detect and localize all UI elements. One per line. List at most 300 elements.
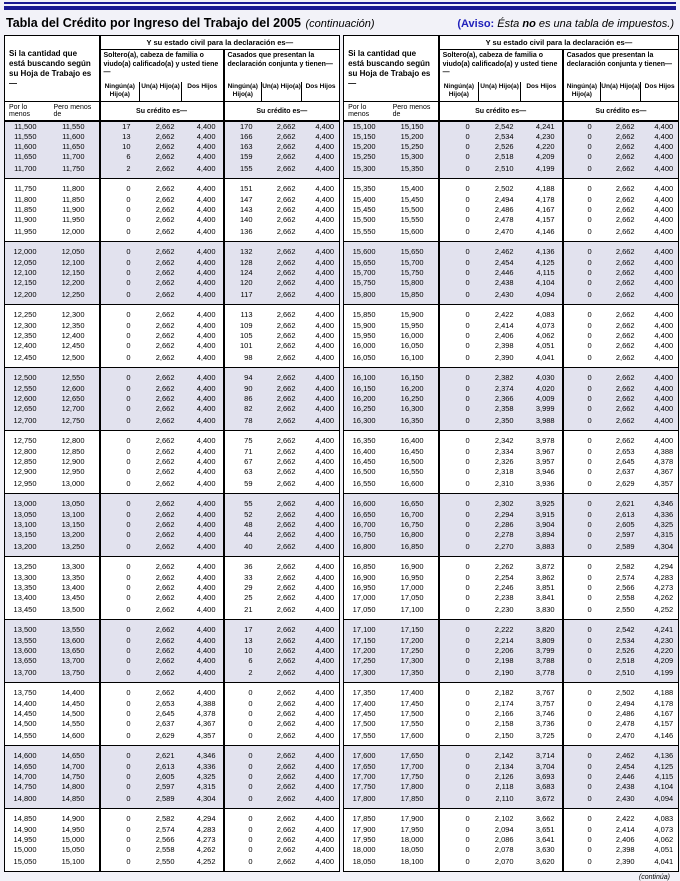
table-row xyxy=(5,477,340,494)
single-one-child-credit: 2,070 xyxy=(494,856,514,866)
single-one-child-credit: 2,662 xyxy=(140,288,182,305)
table-row xyxy=(344,341,679,351)
income-min: 14,500 xyxy=(13,719,37,728)
married-no-children-credit: 0 xyxy=(563,855,601,872)
table-row xyxy=(344,162,679,179)
married-one-child-credit: 2,662 xyxy=(276,341,296,350)
single-one-child-credit: 2,662 xyxy=(140,305,182,322)
married-two-children-credit: 4,400 xyxy=(302,394,340,404)
table-row xyxy=(5,782,340,792)
single-two-children-credit: 4,400 xyxy=(182,431,224,448)
table-row xyxy=(5,384,340,394)
income-max: 17,250 xyxy=(389,646,439,656)
income-min: 12,700 xyxy=(5,414,50,431)
single-one-child-credit: 2,662 xyxy=(140,152,182,162)
single-one-child-credit: 2,662 xyxy=(155,593,175,602)
married-two-children-credit: 4,400 xyxy=(315,352,335,362)
married-no-children-credit: 136 xyxy=(224,225,262,242)
single-one-child-credit: 2,502 xyxy=(479,179,521,196)
table-row xyxy=(5,530,340,540)
income-max: 14,750 xyxy=(50,772,100,782)
married-one-child-credit: 2,662 xyxy=(262,414,302,431)
single-one-child-credit: 2,645 xyxy=(155,709,175,718)
married-one-child-credit: 2,502 xyxy=(601,683,641,700)
table-row xyxy=(5,646,340,656)
married-no-children-credit: 143 xyxy=(224,205,262,215)
income-max: 12,600 xyxy=(50,384,100,394)
married-one-child-credit: 2,662 xyxy=(276,583,296,592)
single-one-child-credit: 2,662 xyxy=(140,494,182,511)
married-one-child-credit: 2,662 xyxy=(262,772,302,782)
single-no-children-credit: 0 xyxy=(439,394,479,404)
income-min: 14,850 xyxy=(5,809,50,826)
married-no-children-credit: 0 xyxy=(224,835,262,845)
income-min: 13,750 xyxy=(5,683,50,700)
income-max: 15,850 xyxy=(389,288,439,305)
income-max: 15,950 xyxy=(400,321,424,330)
single-one-child-credit: 2,662 xyxy=(140,268,182,278)
single-no-children-credit: 0 xyxy=(100,404,140,414)
income-max: 12,550 xyxy=(50,368,100,385)
single-one-child-credit: 2,398 xyxy=(494,341,514,350)
single-no-children-credit: 0 xyxy=(100,414,140,431)
single-no-children-credit: 0 xyxy=(100,195,140,205)
credit-table-right xyxy=(343,35,679,872)
income-max: 12,750 xyxy=(50,414,100,431)
income-min: 15,550 xyxy=(352,226,376,236)
married-one-child-credit: 2,662 xyxy=(262,142,302,152)
single-two-children-credit: 4,188 xyxy=(521,179,563,196)
table-row xyxy=(344,447,679,457)
single-no-children-credit: 0 xyxy=(439,772,479,782)
income-min: 11,900 xyxy=(14,215,37,224)
married-no-children-credit: 0 xyxy=(563,719,601,729)
single-two-children-credit: 4,400 xyxy=(182,132,224,142)
single-no-children-credit: 0 xyxy=(439,699,479,709)
married-one-child-credit: 2,662 xyxy=(276,604,296,614)
income-max: 14,800 xyxy=(50,782,100,792)
income-max: 13,500 xyxy=(61,604,85,614)
married-no-children-credit: 6 xyxy=(224,656,262,666)
single-one-child-credit: 2,653 xyxy=(155,699,175,708)
income-min: 15,200 xyxy=(344,142,389,152)
single-two-children-credit: 4,400 xyxy=(182,494,224,511)
married-one-child-credit: 2,662 xyxy=(276,215,296,224)
single-no-children-credit: 0 xyxy=(439,792,479,809)
title-text: Tabla del Crédito por Ingreso del Trabajo del 2005 xyxy=(6,16,301,30)
married-no-children-credit: 0 xyxy=(563,809,601,826)
table-row xyxy=(5,520,340,530)
single-no-children-credit: 0 xyxy=(100,620,140,637)
single-two-children-credit: 3,693 xyxy=(521,772,563,782)
single-no-children-credit: 0 xyxy=(100,772,140,782)
single-no-children-credit: 0 xyxy=(100,431,140,448)
married-no-children-credit: 0 xyxy=(563,666,601,683)
single-two-children-credit: 4,400 xyxy=(196,583,216,592)
single-two-children-credit: 4,304 xyxy=(182,792,224,809)
married-no-children-credit: 0 xyxy=(563,215,601,225)
single-no-children-credit: 0 xyxy=(439,603,479,620)
married-one-child-credit: 2,662 xyxy=(276,352,296,362)
table-row xyxy=(5,179,340,196)
single-no-children-credit: 0 xyxy=(100,242,140,259)
married-no-children-credit: 113 xyxy=(224,305,262,322)
single-no-children-credit: 0 xyxy=(100,845,140,855)
single-one-child-credit: 2,366 xyxy=(479,394,521,404)
single-one-child-credit: 2,662 xyxy=(140,258,182,268)
income-min: 15,600 xyxy=(344,242,389,259)
married-one-child-credit: 2,662 xyxy=(262,384,302,394)
single-two-children-credit: 4,400 xyxy=(182,394,224,404)
married-no-children-credit: 40 xyxy=(224,540,262,557)
single-one-child-credit: 2,422 xyxy=(479,305,521,322)
married-one-child-credit: 2,662 xyxy=(262,162,302,179)
married-one-child-credit: 2,613 xyxy=(601,510,641,520)
single-no-children-credit: 0 xyxy=(100,225,140,242)
table-row xyxy=(344,321,679,331)
single-no-children-credit: 0 xyxy=(439,321,479,331)
married-one-child-credit: 2,662 xyxy=(601,394,641,404)
income-min: 17,350 xyxy=(344,683,389,700)
married-two-children-credit: 4,252 xyxy=(654,604,674,614)
single-two-children-credit: 4,400 xyxy=(182,530,224,540)
married-no-children-credit: 0 xyxy=(563,431,601,448)
married-one-child-credit: 2,662 xyxy=(601,278,641,288)
single-no-children-credit: 0 xyxy=(439,142,479,152)
income-max: 17,750 xyxy=(389,772,439,782)
married-two-children-credit: 4,400 xyxy=(315,709,335,718)
married-one-child-credit: 2,662 xyxy=(601,414,641,431)
table-row xyxy=(5,620,340,637)
income-min: 12,750 xyxy=(5,431,50,448)
single-no-children-credit: 0 xyxy=(439,520,479,530)
single-one-child-credit: 2,662 xyxy=(140,162,182,179)
credit-header: Su crédito es— xyxy=(439,102,563,122)
married-no-children-credit: 13 xyxy=(224,636,262,646)
single-two-children-credit: 3,872 xyxy=(521,557,563,574)
table-row xyxy=(5,772,340,782)
single-no-children-credit: 0 xyxy=(100,368,140,385)
married-two-children-credit: 4,400 xyxy=(302,636,340,646)
married-two-children-credit: 4,346 xyxy=(641,494,679,511)
married-two-children-credit: 4,400 xyxy=(641,179,679,196)
married-one-child-credit: 2,662 xyxy=(262,557,302,574)
married-two-children-credit: 4,400 xyxy=(302,520,340,530)
single-no-children-credit: 0 xyxy=(439,447,479,457)
income-min: 12,450 xyxy=(13,352,37,362)
married-two-children-credit: 4,400 xyxy=(302,414,340,431)
single-two-children-credit: 3,988 xyxy=(521,414,563,431)
income-max: 11,950 xyxy=(62,215,85,224)
income-min: 16,150 xyxy=(344,384,389,394)
income-min: 12,500 xyxy=(5,368,50,385)
income-max: 15,150 xyxy=(389,121,439,132)
married-one-child-credit: 2,662 xyxy=(601,268,641,278)
married-two-children-credit: 4,325 xyxy=(641,520,679,530)
income-min: 16,100 xyxy=(344,368,389,385)
table-row xyxy=(344,431,679,448)
income-min: 13,650 xyxy=(5,656,50,666)
married-no-children-credit: 0 xyxy=(563,414,601,431)
single-no-children-credit: 0 xyxy=(439,762,479,772)
income-max: 12,100 xyxy=(50,258,100,268)
single-two-children-credit: 4,104 xyxy=(521,278,563,288)
income-max: 14,400 xyxy=(50,683,100,700)
income-max: 12,900 xyxy=(61,457,85,466)
married-one-child-credit: 2,662 xyxy=(601,288,641,305)
married-no-children-credit: 71 xyxy=(224,447,262,457)
single-no-children-credit: 0 xyxy=(439,205,479,215)
single-two-children-credit: 4,209 xyxy=(521,152,563,162)
income-min: 12,550 xyxy=(5,384,50,394)
single-no-children-credit: 0 xyxy=(439,179,479,196)
income-min: 17,550 xyxy=(352,730,376,740)
income-min: 16,650 xyxy=(344,510,389,520)
married-no-children-credit: 10 xyxy=(224,646,262,656)
married-one-child-credit: 2,629 xyxy=(615,478,635,488)
single-one-child-credit: 2,086 xyxy=(494,835,514,844)
married-two-children-credit: 4,188 xyxy=(641,683,679,700)
table-row xyxy=(5,666,340,683)
married-one-child-credit: 2,605 xyxy=(601,520,641,530)
married-no-children-credit: 0 xyxy=(563,368,601,385)
single-two-children-credit: 3,862 xyxy=(535,573,555,582)
income-max: 11,700 xyxy=(50,152,100,162)
table-row xyxy=(344,809,679,826)
single-no-children-credit: 0 xyxy=(439,431,479,448)
single-one-child-credit: 2,566 xyxy=(155,835,175,844)
married-one-child-credit: 2,662 xyxy=(262,132,302,142)
single-one-child-credit: 2,605 xyxy=(140,772,182,782)
table-row xyxy=(5,121,340,132)
married-two-children-credit: 4,400 xyxy=(315,321,335,330)
children-col-header: Ningún(a) Hijo(a) xyxy=(563,82,601,102)
single-no-children-credit: 0 xyxy=(100,573,140,583)
single-one-child-credit: 2,302 xyxy=(479,494,521,511)
income-min: 14,800 xyxy=(5,792,50,809)
single-two-children-credit: 3,830 xyxy=(535,604,555,614)
married-two-children-credit: 4,400 xyxy=(641,278,679,288)
married-no-children-credit: 0 xyxy=(224,762,262,772)
single-one-child-credit: 2,662 xyxy=(155,331,175,340)
table-row xyxy=(344,540,679,557)
income-min: 17,950 xyxy=(352,835,376,844)
income-max: 18,000 xyxy=(400,835,424,844)
single-one-child-credit: 2,294 xyxy=(479,510,521,520)
table-row xyxy=(5,142,340,152)
income-min: 15,450 xyxy=(352,205,376,214)
single-one-child-credit: 2,102 xyxy=(479,809,521,826)
income-max: 17,850 xyxy=(389,792,439,809)
income-min: 12,300 xyxy=(13,321,37,330)
income-max: 12,150 xyxy=(50,268,100,278)
married-no-children-credit: 0 xyxy=(563,132,601,142)
married-no-children-credit: 44 xyxy=(224,530,262,540)
income-max: 12,500 xyxy=(61,352,85,362)
married-no-children-credit: 0 xyxy=(224,709,262,719)
married-two-children-credit: 4,400 xyxy=(654,352,674,362)
married-two-children-credit: 4,400 xyxy=(315,457,335,466)
married-one-child-credit: 2,662 xyxy=(601,431,641,448)
table-row xyxy=(344,404,679,414)
married-two-children-credit: 4,400 xyxy=(315,593,335,602)
income-max: 16,550 xyxy=(400,467,424,476)
single-no-children-credit: 0 xyxy=(100,540,140,557)
married-no-children-credit: 0 xyxy=(563,341,601,351)
single-two-children-credit: 3,894 xyxy=(521,530,563,540)
income-min: 15,150 xyxy=(344,132,389,142)
married-one-child-credit: 2,662 xyxy=(615,215,635,224)
table-row xyxy=(5,792,340,809)
single-one-child-credit: 2,438 xyxy=(479,278,521,288)
married-one-child-credit: 2,390 xyxy=(615,856,635,866)
single-no-children-credit: 0 xyxy=(100,530,140,540)
married-two-children-credit: 4,283 xyxy=(654,573,674,582)
income-max: 16,450 xyxy=(400,447,424,456)
married-no-children-credit: 0 xyxy=(563,557,601,574)
married-one-child-credit: 2,662 xyxy=(262,242,302,259)
single-no-children-credit: 0 xyxy=(100,656,140,666)
income-max: 12,250 xyxy=(50,288,100,305)
married-one-child-credit: 2,662 xyxy=(276,593,296,602)
married-one-child-credit: 2,662 xyxy=(276,573,296,582)
income-min: 16,800 xyxy=(344,540,389,557)
married-one-child-credit: 2,518 xyxy=(601,656,641,666)
married-two-children-credit: 4,400 xyxy=(315,573,335,582)
single-one-child-credit: 2,662 xyxy=(140,384,182,394)
single-one-child-credit: 2,662 xyxy=(155,467,175,476)
income-min: 13,200 xyxy=(5,540,50,557)
married-one-child-credit: 2,662 xyxy=(276,467,296,476)
tax-notice xyxy=(457,18,674,30)
married-no-children-credit: 86 xyxy=(224,394,262,404)
income-min: 13,450 xyxy=(13,604,37,614)
married-no-children-credit: 75 xyxy=(224,431,262,448)
income-max: 15,100 xyxy=(61,856,85,866)
single-one-child-credit: 2,078 xyxy=(494,845,514,854)
married-one-child-credit: 2,662 xyxy=(262,278,302,288)
married-two-children-credit: 4,178 xyxy=(654,699,674,708)
married-group-header: Casados que presentan la declaración conjunta y tienen— xyxy=(563,50,679,83)
table-row xyxy=(344,477,679,494)
children-col-header: Ningún(a) Hijo(a) xyxy=(100,82,140,102)
single-no-children-credit: 0 xyxy=(439,467,479,477)
married-one-child-credit: 2,662 xyxy=(262,510,302,520)
married-no-children-credit: 0 xyxy=(224,782,262,792)
married-one-child-credit: 2,653 xyxy=(615,447,635,456)
single-one-child-credit: 2,470 xyxy=(494,226,514,236)
income-min: 18,050 xyxy=(352,856,376,866)
married-one-child-credit: 2,662 xyxy=(276,226,296,236)
income-min: 17,600 xyxy=(344,746,389,763)
income-max: 16,900 xyxy=(389,557,439,574)
credit-table-left xyxy=(4,35,340,872)
single-no-children-credit: 0 xyxy=(100,646,140,656)
single-no-children-credit: 0 xyxy=(439,305,479,322)
income-max: 12,700 xyxy=(50,404,100,414)
married-one-child-credit: 2,430 xyxy=(601,792,641,809)
married-no-children-credit: 55 xyxy=(224,494,262,511)
single-two-children-credit: 4,400 xyxy=(182,268,224,278)
table-body-right xyxy=(344,121,679,872)
income-max: 16,250 xyxy=(389,394,439,404)
single-one-child-credit: 2,518 xyxy=(479,152,521,162)
married-no-children-credit: 0 xyxy=(224,855,262,872)
single-two-children-credit: 4,400 xyxy=(196,604,216,614)
table-row xyxy=(344,331,679,341)
income-max: 16,800 xyxy=(389,530,439,540)
table-row xyxy=(5,305,340,322)
married-no-children-credit: 0 xyxy=(563,530,601,540)
single-no-children-credit: 0 xyxy=(439,557,479,574)
single-no-children-credit: 0 xyxy=(439,593,479,603)
married-no-children-credit: 63 xyxy=(224,467,262,477)
single-no-children-credit: 17 xyxy=(100,121,140,132)
single-no-children-credit: 2 xyxy=(100,162,140,179)
married-two-children-credit: 4,241 xyxy=(641,620,679,637)
married-no-children-credit: 33 xyxy=(224,573,262,583)
married-two-children-credit: 4,400 xyxy=(315,583,335,592)
income-max: 12,400 xyxy=(61,331,85,340)
married-one-child-credit: 2,662 xyxy=(276,730,296,740)
single-one-child-credit: 2,662 xyxy=(140,636,182,646)
married-no-children-credit: 0 xyxy=(563,603,601,620)
income-min: 13,400 xyxy=(13,593,37,602)
single-no-children-credit: 0 xyxy=(439,258,479,268)
married-no-children-credit: 78 xyxy=(224,414,262,431)
single-one-child-credit: 2,094 xyxy=(494,825,514,834)
table-row xyxy=(5,205,340,215)
income-max: 13,150 xyxy=(50,520,100,530)
single-one-child-credit: 2,382 xyxy=(479,368,521,385)
single-one-child-credit: 2,134 xyxy=(479,762,521,772)
income-max: 14,950 xyxy=(61,825,85,834)
top-rule-thin xyxy=(4,2,676,4)
married-two-children-credit: 4,400 xyxy=(302,792,340,809)
income-min: 14,550 xyxy=(13,730,37,740)
income-max: 14,450 xyxy=(61,699,85,708)
table-row xyxy=(5,510,340,520)
married-two-children-credit: 4,146 xyxy=(654,730,674,740)
income-min: 17,300 xyxy=(344,666,389,683)
income-max: 15,600 xyxy=(400,226,424,236)
single-two-children-credit: 4,400 xyxy=(196,341,216,350)
single-no-children-credit: 0 xyxy=(100,447,140,457)
married-no-children-credit: 117 xyxy=(224,288,262,305)
table-row xyxy=(344,510,679,520)
married-two-children-credit: 4,400 xyxy=(302,142,340,152)
single-one-child-credit: 2,158 xyxy=(494,719,514,728)
married-one-child-credit: 2,662 xyxy=(262,646,302,656)
income-max: 13,350 xyxy=(61,573,85,582)
single-one-child-credit: 2,198 xyxy=(479,656,521,666)
table-row xyxy=(344,394,679,404)
married-no-children-credit: 147 xyxy=(224,195,262,205)
married-one-child-credit: 2,526 xyxy=(601,646,641,656)
single-no-children-credit: 0 xyxy=(100,205,140,215)
table-row xyxy=(344,825,679,835)
single-one-child-credit: 2,222 xyxy=(479,620,521,637)
married-two-children-credit: 4,400 xyxy=(302,152,340,162)
married-two-children-credit: 4,400 xyxy=(641,394,679,404)
single-no-children-credit: 0 xyxy=(100,268,140,278)
married-no-children-credit: 166 xyxy=(224,132,262,142)
married-one-child-credit: 2,662 xyxy=(262,792,302,809)
table-row xyxy=(5,809,340,826)
married-two-children-credit: 4,400 xyxy=(315,730,335,740)
married-one-child-credit: 2,662 xyxy=(262,809,302,826)
single-no-children-credit: 0 xyxy=(100,683,140,700)
